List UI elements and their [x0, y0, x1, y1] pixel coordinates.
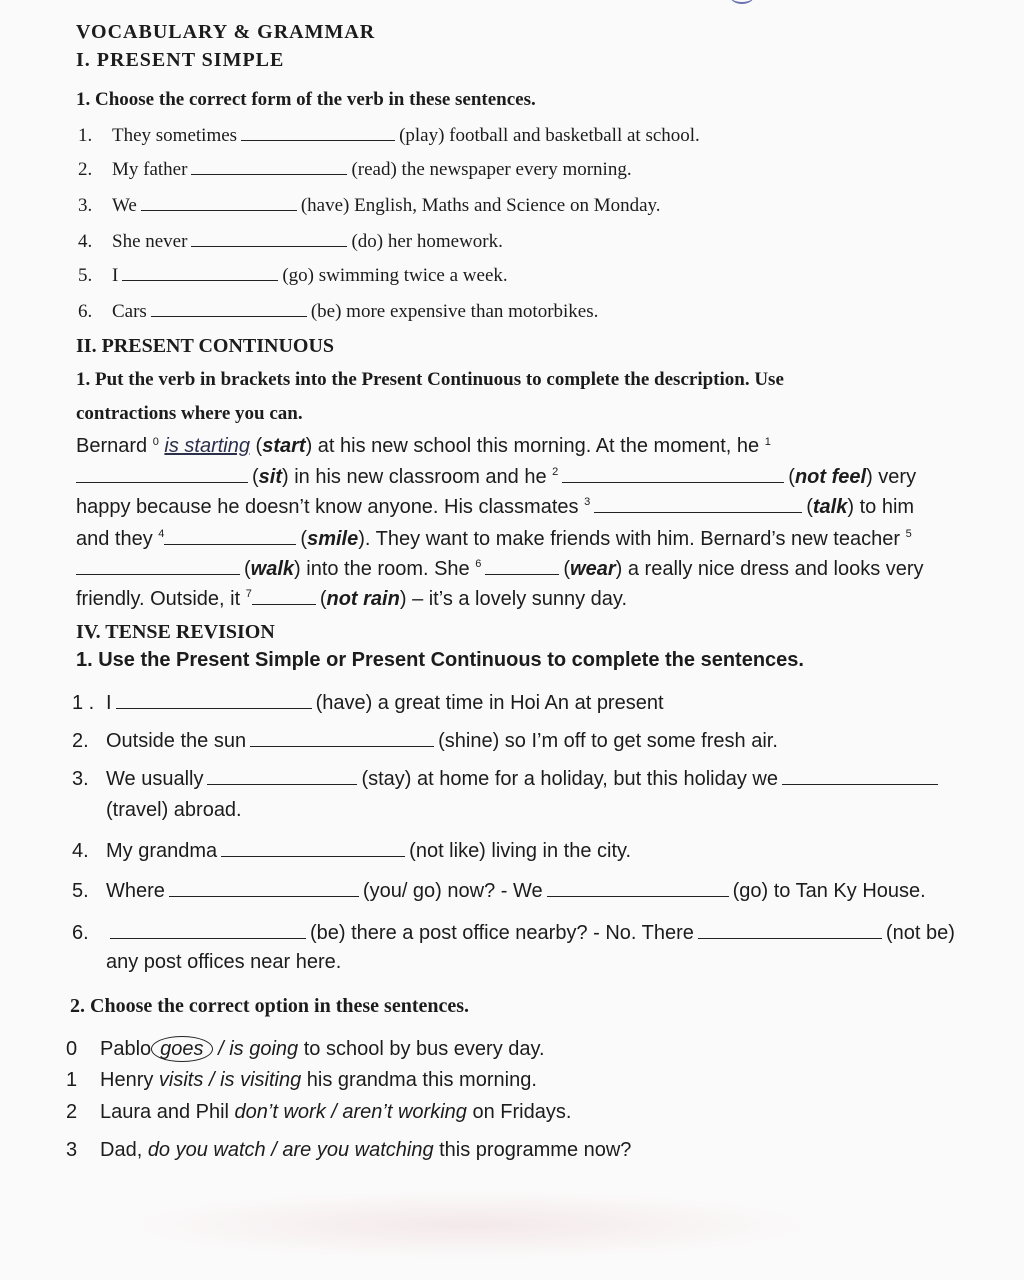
- section-4-title: IV. TENSE REVISION: [76, 621, 275, 643]
- list-item: 5. Where (you/ go) now? - We (go) to Tan Ky House.: [72, 880, 926, 902]
- section-2-instruction-line1: 1. Put the verb in brackets into the Present Continuous to complete the description. Use: [76, 369, 784, 390]
- list-item: 1 Henry visits / is visiting his grandma this morning.: [66, 1069, 537, 1091]
- answer-blank[interactable]: [164, 526, 296, 545]
- answer-blank[interactable]: [241, 122, 395, 141]
- list-item-continuation: (travel) abroad.: [106, 799, 242, 821]
- answer-blank[interactable]: [76, 556, 240, 575]
- section-2-instruction-line2: contractions where you can.: [76, 403, 303, 424]
- paragraph-line-2: (sit) in his new classroom and he $^2$ (not feel) very: [76, 464, 916, 489]
- list-item: 1 . I (have) a great time in Hoi An at present: [72, 692, 664, 714]
- answer-blank[interactable]: [122, 262, 278, 281]
- list-item: 0 Pablo goes / is going to school by bus every day.: [66, 1038, 545, 1060]
- list-item: 5. I (go) swimming twice a week.: [78, 262, 508, 288]
- paragraph-line-5: (walk) into the room. She $^6$ (wear) a really nice dress and looks very: [76, 556, 924, 581]
- option-b[interactable]: are you watching: [282, 1139, 434, 1161]
- answer-blank[interactable]: [250, 728, 434, 747]
- answer-blank[interactable]: [76, 464, 248, 483]
- answer-blank[interactable]: [191, 156, 347, 175]
- list-item: 2. My father (read) the newspaper every morning.: [78, 156, 632, 182]
- answer-blank[interactable]: [547, 878, 729, 897]
- list-item: 3. We usually (stay) at home for a holiday, but this holiday we: [72, 766, 942, 791]
- paragraph-line-1: Bernard $^0$ is starting (start) at his new school this morning. At the moment, he $^1$: [76, 435, 771, 457]
- answer-blank[interactable]: [110, 920, 306, 939]
- section-4-instruction: 1. Use the Present Simple or Present Continuous to complete the sentences.: [76, 649, 804, 671]
- list-item: 6. (be) there a post office nearby? - No. There (not be): [72, 922, 955, 944]
- answer-blank[interactable]: [698, 920, 882, 939]
- section-4b-instruction: 2. Choose the correct option in these sentences.: [70, 995, 470, 1017]
- list-item: 4. My grandma (not like) living in the city.: [72, 840, 632, 862]
- answer-blank[interactable]: [252, 586, 316, 605]
- option-a[interactable]: visits: [158, 1069, 204, 1091]
- list-item: 6. Cars (be) more expensive than motorbikes.: [78, 298, 598, 324]
- answer-blank[interactable]: [485, 556, 559, 575]
- answer-blank[interactable]: [169, 878, 359, 897]
- option-b[interactable]: aren’t working: [342, 1101, 467, 1123]
- answer-blank[interactable]: [141, 192, 297, 211]
- list-item: 3. We (have) English, Maths and Science on Monday.: [78, 192, 661, 218]
- answer-blank[interactable]: [151, 298, 307, 317]
- section-2-title: II. PRESENT CONTINUOUS: [76, 335, 335, 357]
- answer-blank[interactable]: [207, 766, 357, 785]
- answer-blank[interactable]: [116, 690, 312, 709]
- paragraph-line-4: and they $^4$ (smile). They want to make friends with him. Bernard’s new teacher $^5$: [76, 528, 912, 550]
- paragraph-line-6: friendly. Outside, it $^7$ (not rain) – it’s a lovely sunny day.: [76, 588, 627, 610]
- list-item: 2. Outside the sun (shine) so I’m off to get some fresh air.: [72, 730, 778, 752]
- answer-blank[interactable]: [221, 838, 405, 857]
- option-a[interactable]: do you watch: [147, 1139, 266, 1161]
- worksheet-title: VOCABULARY & GRAMMAR: [76, 21, 376, 43]
- answer-blank[interactable]: [562, 464, 784, 483]
- list-item-continuation: any post offices near here.: [106, 951, 342, 973]
- option-b[interactable]: is visiting: [220, 1069, 302, 1091]
- list-item: 3 Dad, do you watch / are you watching this programme now?: [66, 1139, 632, 1161]
- section-1-instruction: 1. Choose the correct form of the verb in these sentences.: [76, 89, 536, 110]
- pen-mark: [730, 0, 754, 4]
- list-item: 2 Laura and Phil don’t work / aren’t working on Fridays.: [66, 1101, 572, 1123]
- page-smudge: [120, 1190, 820, 1260]
- list-item: 1. They sometimes (play) football and basketball at school.: [78, 122, 700, 148]
- answer-blank[interactable]: [594, 494, 802, 513]
- option-a[interactable]: don’t work: [234, 1101, 326, 1123]
- section-1-title: I. PRESENT SIMPLE: [76, 49, 285, 71]
- paragraph-line-3: happy because he doesn’t know anyone. His classmates $^3$ (talk) to him: [76, 496, 915, 518]
- answer-blank[interactable]: [191, 228, 347, 247]
- answer-blank[interactable]: [782, 766, 938, 785]
- example-answer: is starting: [164, 435, 250, 457]
- circled-answer: goes: [151, 1036, 212, 1062]
- list-item: 4. She never (do) her homework.: [78, 228, 503, 254]
